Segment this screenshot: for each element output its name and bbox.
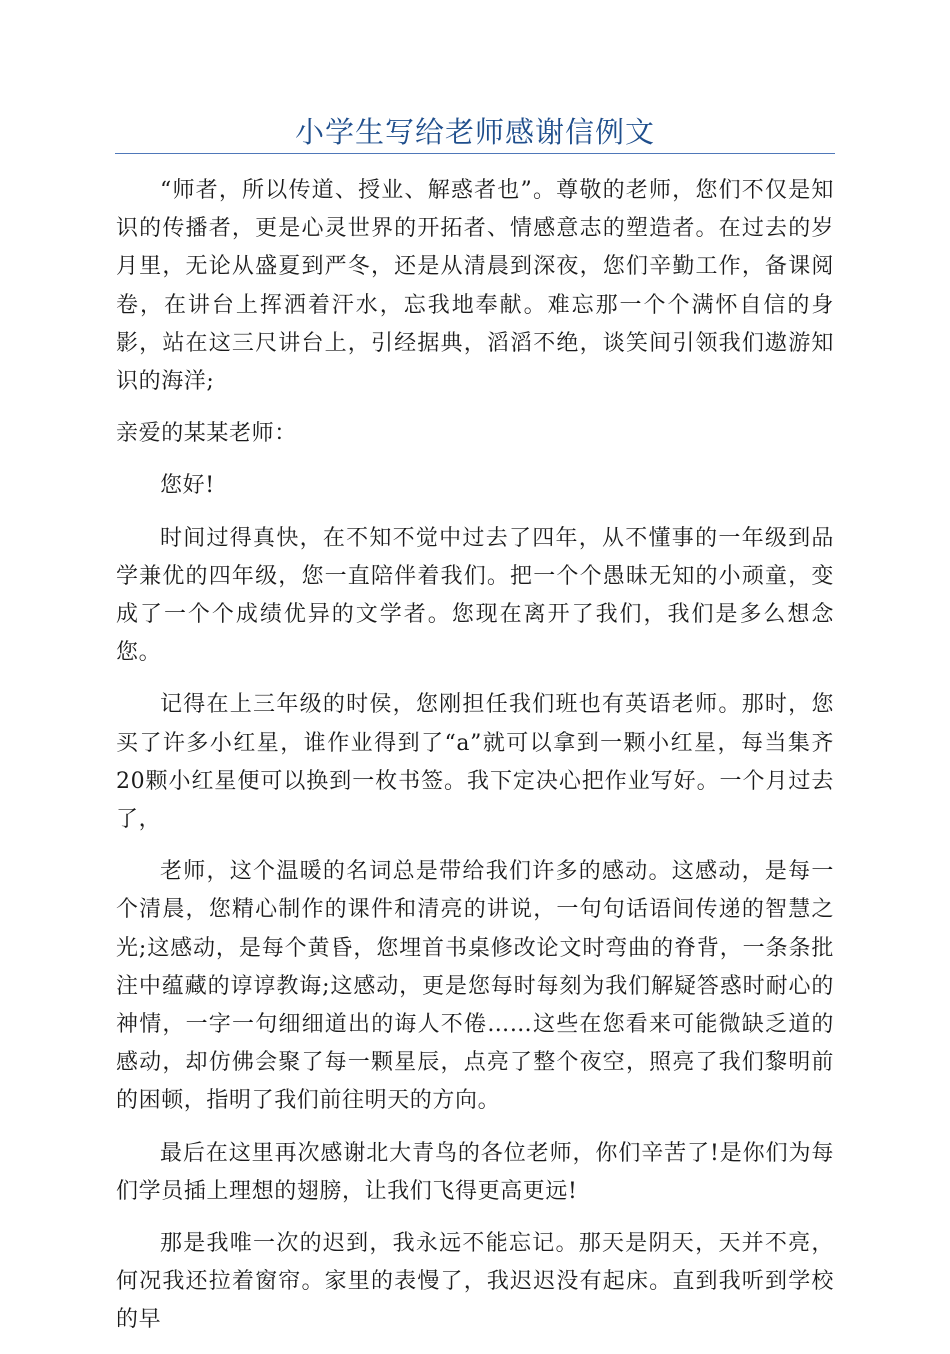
paragraph-gratitude: 老师，这个温暖的名词总是带给我们许多的感动。这感动，是每一个清晨，您精心制作的课件和清亮的讲说，一句句话语间传递的智慧之光;这感动，是每个黄昏，您埋首书桌修改论文时弯曲的脊背，一条条批注中蕴藏的谆谆教诲;这感动，更是您每时每刻为我们解疑答惑时耐心的神情，一字一句细细道出的诲人不倦……这些在您看来可能微缺乏道的感动，却仿佛会聚了每一颗星辰，点亮了整个夜空，照亮了我们黎明前的困顿，指明了我们前往明天的方向。 [116, 859, 834, 1114]
paragraph-thanks: 最后在这里再次感谢北大青鸟的各位老师，你们辛苦了!是你们为每们学员插上理想的翅膀，让我们飞得更高更远! [116, 1140, 834, 1204]
document-body [116, 172, 834, 1354]
paragraph-intro: “师者，所以传道、授业、解惑者也”。尊敬的老师，您们不仅是知识的传播者，更是心灵世界的开拓者、情感意志的塑造者。在过去的岁月里，无论从盛夏到严冬，还是从清晨到深夜，您们辛勤工作，备课阅卷，在讲台上挥洒着汗水，忘我地奉献。难忘那一个个满怀自信的身影，站在这三尺讲台上，引经据典，滔滔不绝，谈笑间引领我们遨游知识的海洋; [116, 178, 834, 395]
document-title: 小学生写给老师感谢信例文 [294, 115, 655, 149]
greeting: 您好! [160, 473, 215, 499]
salutation: 亲爱的某某老师： [116, 421, 297, 447]
paragraph-time: 时间过得真快，在不知不觉中过去了四年，从不懂事的一年级到品学兼优的四年级，您一直陪伴着我们。把一个个愚昧无知的小顽童，变成了一个个成绩优异的文学者。您现在离开了我们，我们是多么想念您。 [116, 525, 834, 666]
paragraph-memory: 记得在上三年级的时侯，您刚担任我们班也有英语老师。那时，您买了许多小红星，谁作业得到了“a”就可以拿到一颗小红星，每当集齐20颗小红星便可以换到一枚书签。我下定决心把作业写好。一个月过去了， [116, 692, 834, 833]
paragraph-late: 那是我唯一次的迟到，我永远不能忘记。那天是阴天，天并不亮，何况我还拉着窗帘。家里的表慢了，我迟迟没有起床。直到我听到学校的早 [116, 1231, 834, 1333]
title-underline [115, 153, 835, 154]
